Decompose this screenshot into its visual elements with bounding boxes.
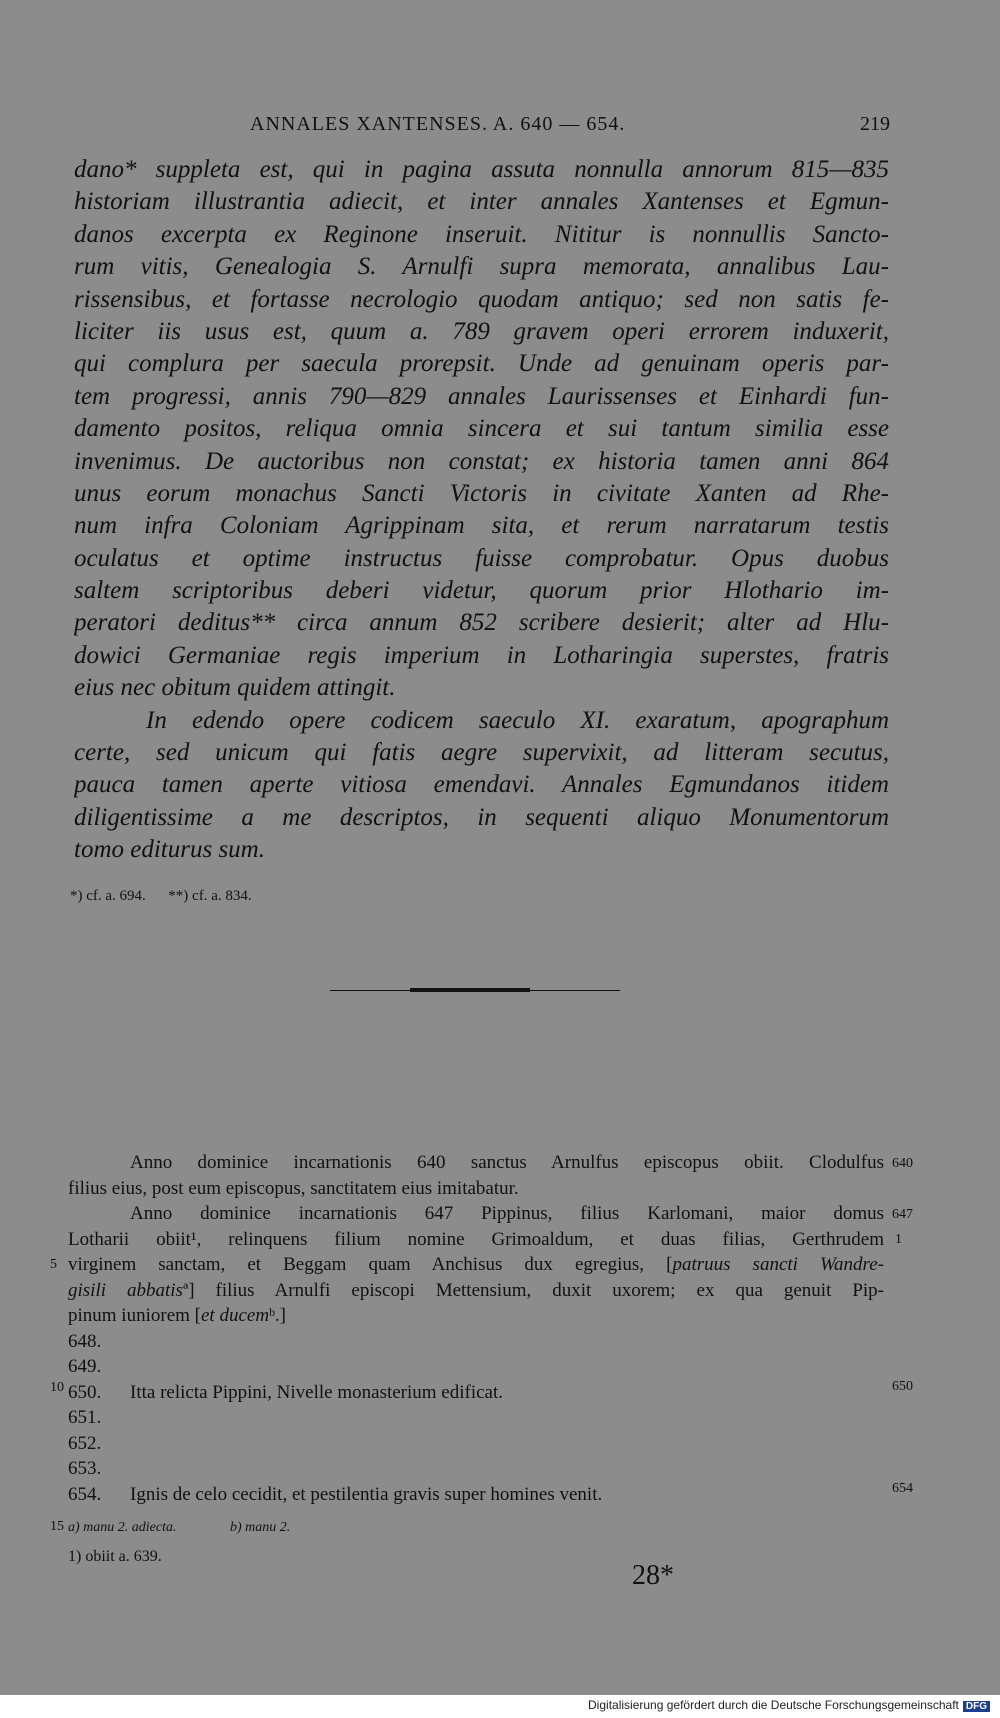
year-label: 654. — [68, 1483, 102, 1505]
intro-line: dowici Germaniae regis imperium in Lotharingia superstes, fratris — [74, 641, 889, 669]
variant-a-text: a) manu 2. adiecta. — [68, 1520, 177, 1535]
intro-line: saltem scriptoribus deberi videtur, quorum prior Hlothario im- — [74, 577, 889, 605]
intro-line: oculatus et optime instructus fuisse comprobatur. Opus duobus — [74, 544, 889, 572]
annals-italic-run: gisili abbatis — [68, 1279, 183, 1301]
intro-line: certe, sed unicum qui fatis aegre supervixit, ad litteram secutus, — [74, 739, 889, 767]
variant-b-text: b) manu 2. — [230, 1520, 291, 1535]
intro-line: rum vitis, Genealogia S. Arnulfi supra memorata, annalibus Lau- — [74, 253, 889, 281]
footnote-1: 1) obiit a. 639. — [68, 1548, 162, 1565]
year-label: 650. — [68, 1381, 102, 1403]
annals-italic-run: et ducem — [200, 1305, 270, 1326]
annals-line: filius eius, post eum episcopus, sanctitatem eius imitabatur. — [68, 1177, 519, 1199]
intro-line: dano* suppleta est, qui in pagina assuta nonnulla annorum 815—835 — [74, 156, 889, 183]
annals-text — [68, 1150, 884, 1507]
introduction-text — [74, 154, 889, 867]
entry-text: Itta relicta Pippini, Nivelle monasterium edificat. — [130, 1381, 504, 1403]
intro-line: peratori deditus** circa annum 852 scribere desierit; alter ad Hlu- — [74, 609, 889, 637]
year-entry — [68, 1354, 884, 1380]
year-label: 653. — [68, 1458, 102, 1479]
annals-line: Lotharii obiit¹, relinquens filium nomine Grimoaldum, et duas filias, Gerthrudem — [68, 1228, 884, 1250]
year-entry — [68, 1456, 884, 1482]
year-entry — [68, 1329, 884, 1355]
running-header — [250, 113, 890, 136]
year-entry — [68, 1482, 884, 1508]
intro-line: unus eorum monachus Sancti Victoris in civitate Xanten ad Rhe- — [74, 479, 889, 507]
intro-line: liciter iis usus est, quum a. 789 gravem operi errorem induxerit, — [74, 317, 889, 345]
intro-line: In edendo opere codicem saeculo XI. exaratum, apographum — [146, 706, 889, 734]
year-entry — [68, 1380, 884, 1406]
dfg-logo: DFG — [963, 1701, 990, 1712]
intro-line: historiam illustrantia adiecit, et inter annales Xantenses et Egmun- — [74, 188, 889, 216]
intro-line: num infra Coloniam Agrippinam sita, et rerum narratarum testis — [74, 512, 889, 540]
margin-year: 647 — [892, 1207, 913, 1222]
intro-line: danos excerpta ex Reginone inseruit. Nititur is nonnullis Sancto- — [74, 220, 889, 248]
intro-line: eius nec obitum quidem attingit. — [74, 674, 396, 702]
intro-line: tomo editurus sum. — [74, 836, 265, 864]
annals-italic-run: patruus sancti Wandre- — [672, 1254, 884, 1275]
line-number: 10 — [50, 1380, 64, 1395]
year-label: 649. — [68, 1356, 102, 1377]
margin-year: 650 — [892, 1379, 913, 1394]
line-number: 15 — [50, 1519, 64, 1534]
digitization-credit — [588, 1698, 990, 1712]
intro-line: diligentissime a me descriptos, in sequenti aliquo Monumentorum — [74, 803, 889, 831]
line-number: 1 — [895, 1232, 902, 1247]
intro-line: tem progressi, annis 790—829 annales Laurissenses et Einhardi fun- — [74, 382, 889, 410]
intro-footnotes: *) cf. a. 694. **) cf. a. 834. — [70, 888, 252, 904]
year-entry — [68, 1405, 884, 1431]
year-entry — [68, 1431, 884, 1457]
year-label: 652. — [68, 1432, 102, 1454]
margin-year: 640 — [892, 1156, 913, 1171]
intro-line: damento positos, reliqua omnia sincera et sui tantum similia esse — [74, 415, 889, 443]
credit-text: Digitalisierung gefördert durch die Deutsche Forschungsgemeinschaft — [588, 1698, 959, 1712]
year-label: 651. — [68, 1407, 102, 1428]
annals-line — [68, 1252, 884, 1278]
annals-line: Anno dominice incarnationis 640 sanctus Arnulfus episcopus obiit. Clodulfus — [130, 1152, 884, 1173]
margin-year: 654 — [892, 1481, 913, 1496]
entry-text: Ignis de celo cecidit, et pestilentia gravis super homines venit. — [130, 1483, 603, 1505]
variant-note-b — [230, 1520, 290, 1536]
annals-text-run: ª] filius Arnulfi episcopi Mettensium, duxit uxorem; ex qua genuit Pip- — [182, 1279, 884, 1301]
year-label: 648. — [68, 1330, 102, 1352]
line-number: 5 — [50, 1257, 57, 1272]
annals-line: Anno dominice incarnationis 647 Pippinus, filius Karlomani, maior domus — [130, 1203, 884, 1224]
intro-line: rissensibus, et fortasse necrologio quodam antiquo; sed non satis fe- — [74, 285, 889, 313]
running-title: ANNALES XANTENSES. A. 640 — 654. — [250, 113, 626, 135]
page-number: 219 — [860, 113, 890, 135]
intro-line: invenimus. De auctoribus non constat; ex historia tamen anni 864 — [74, 447, 889, 475]
signature-mark: 28* — [632, 1560, 674, 1591]
annals-line — [68, 1303, 884, 1329]
annals-line — [68, 1278, 884, 1304]
section-divider-center — [410, 988, 530, 992]
annals-text-run: pinum iuniorem [ — [68, 1305, 201, 1326]
annals-text-run: ᵇ.] — [269, 1305, 287, 1326]
intro-line: pauca tamen aperte vitiosa emendavi. Annales Egmundanos itidem — [74, 771, 889, 799]
annals-text-run: virginem sanctam, et Beggam quam Anchisus dux egregius, [ — [68, 1254, 673, 1275]
variant-note-a — [68, 1520, 176, 1536]
intro-line: qui complura per saecula prorepsit. Unde ad genuinam operis par- — [74, 350, 889, 378]
